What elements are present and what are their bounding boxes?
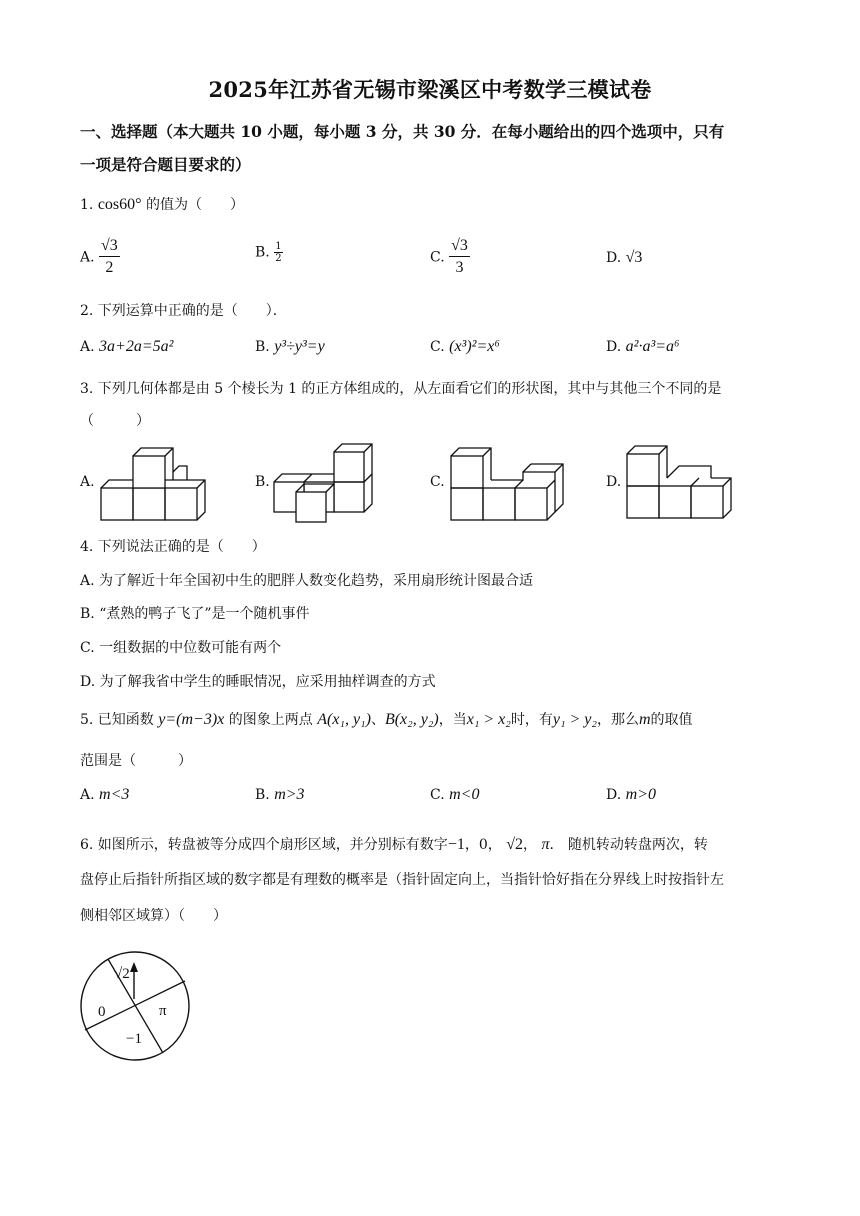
q3-option-b-label: B. (255, 474, 270, 490)
spinner-label-sqrt2: √2 (114, 966, 130, 982)
q2-option-a: A. 3a+2a=5a² (80, 338, 174, 355)
math-expression: cos60° (97, 196, 142, 213)
question-6-line2: 盘停止后指针所指区域的数字都是有理数的概率是（指针固定向上，当指针恰好指在分界线上时按指针左 (80, 872, 724, 888)
question-4: 4. 下列说法正确的是（ ） (80, 539, 266, 555)
q1-option-b: B. $\frac{1}{2}$ (255, 241, 282, 264)
spinner-label-pi: π (159, 1003, 167, 1019)
cube-figure-c (448, 442, 564, 526)
spinner-label-minus-one: −1 (126, 1031, 142, 1047)
question-text: 的值为（ ） (146, 197, 244, 213)
q2-option-d: D. a²·a³=a⁶ (606, 338, 680, 355)
q3-option-a-label: A. (80, 474, 95, 490)
question-3: 3. 下列几何体都是由 5 个棱长为 1 的正方体组成的，从左面看它们的形状图，其中与其他三个不同的是 (80, 381, 722, 397)
q1-option-d: D. √3 (606, 249, 643, 266)
cube-figure-d (624, 440, 740, 526)
section-heading-line1: 一、选择题（本大题共 10 小题，每小题 3 分，共 30 分．在每小题给出的四个选项中，只有 (80, 122, 725, 141)
q5-option-d: D. m>0 (606, 786, 656, 803)
section-heading-line2: 一项是符合题目要求的） (80, 155, 251, 174)
spinner-label-zero: 0 (98, 1004, 106, 1020)
q3-option-d-label: D. (606, 474, 622, 490)
fraction: $\frac{√3}{3}$ (451, 237, 468, 276)
q5-option-a: A. m<3 (80, 786, 130, 803)
cube-figure-b (272, 440, 384, 526)
question-6-line3: 侧相邻区域算）（ ） (80, 908, 227, 924)
q5-option-c: C. m<0 (430, 786, 480, 803)
function-expression: y=(m−3)x (158, 711, 225, 728)
q4-option-d: D. 为了解我省中学生的睡眠情况，应采用抽样调查的方式 (80, 674, 436, 690)
point-b: B(x₂, y₂) (384, 711, 439, 728)
question-3-parens: （ ） (80, 413, 150, 429)
question-1 (80, 194, 244, 214)
q5-option-b: B. m>3 (255, 786, 305, 803)
q1-option-a: A. $\frac{√3}{2}$ (80, 236, 120, 279)
question-2: 2. 下列运算中正确的是（ ）． (80, 303, 287, 319)
fraction: $\frac{√3}{2}$ (101, 237, 118, 276)
point-a: A(x₁, y₁) (317, 711, 371, 728)
question-number: 1. (80, 197, 94, 213)
q2-option-b: B. y³÷y³=y (255, 338, 325, 355)
question-5: 5. 已知函数 y=(m−3)x 的图象上两点 A(x₁, y₁)、B(x₂, y₂)，当x₁ > x₂时，有y₁ > y₂，那么m的取值 (80, 711, 693, 728)
q4-option-c: C. 一组数据的中位数可能有两个 (80, 640, 282, 656)
page-title: 2025年江苏省无锡市梁溪区中考数学三模试卷 (208, 77, 652, 102)
question-6: 6. 如图所示，转盘被等分成四个扇形区域，并分别标有数字−1，0， √2， π． 随机转动转盘两次，转 (80, 836, 708, 853)
cube-figure-a (98, 438, 218, 526)
question-5-line2: 范围是（ ） (80, 753, 192, 769)
spinner-figure (78, 950, 194, 1062)
q3-option-c-label: C. (430, 474, 445, 490)
fraction: $\frac{1}{2}$ (275, 241, 282, 264)
pointer-arrow-icon (130, 962, 138, 972)
q2-option-c: C. (x³)²=x⁶ (430, 338, 500, 355)
q1-option-c: C. $\frac{√3}{3}$ (430, 236, 470, 279)
q4-option-a: A. 为了解近十年全国初中生的肥胖人数变化趋势，采用扇形统计图最合适 (80, 573, 534, 589)
q4-option-b: B. “煮熟的鸭子飞了”是一个随机事件 (80, 606, 310, 622)
